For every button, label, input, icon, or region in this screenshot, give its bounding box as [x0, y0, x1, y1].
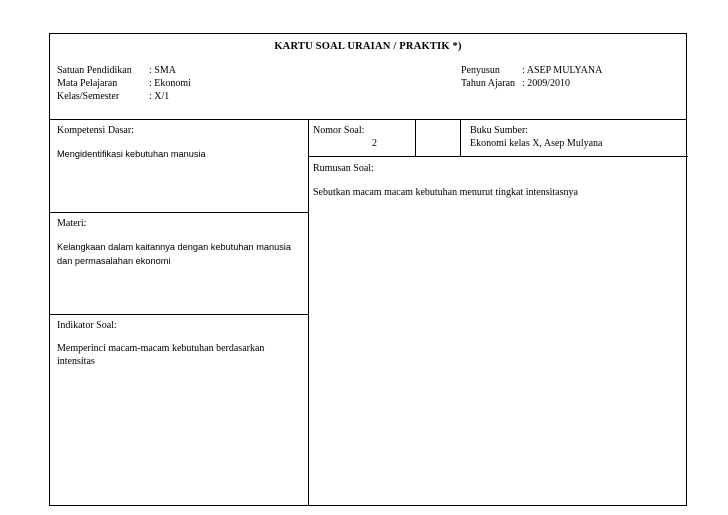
indikator-divider	[50, 314, 309, 315]
kompetensi-text: Mengidentifikasi kebutuhan manusia	[57, 149, 206, 159]
rumusan-soal-label: Rumusan Soal:	[313, 163, 374, 174]
number-box-right	[460, 119, 461, 156]
label-mata-pelajaran: Mata Pelajaran	[57, 78, 118, 89]
value-mata-pelajaran: : Ekonomi	[149, 78, 191, 89]
question-card	[49, 33, 687, 506]
buku-sumber-label: Buku Sumber:	[470, 125, 529, 136]
value-penyusun: : ASEP MULYANA	[522, 65, 603, 76]
materi-label: Materi:	[57, 218, 87, 229]
indikator-label: Indikator Soal:	[57, 320, 117, 331]
kompetensi-label: Kompetensi Dasar:	[57, 125, 134, 136]
label-tahun-ajaran: Tahun Ajaran	[461, 78, 516, 89]
materi-text-line1: Kelangkaan dalam kaitannya dengan kebutuhan manusia	[57, 242, 291, 252]
grid-column-divider	[308, 119, 309, 506]
label-kelas-semester: Kelas/Semester	[57, 91, 120, 102]
materi-text-line2: dan permasalahan ekonomi	[57, 256, 171, 266]
number-box-left	[415, 119, 416, 156]
nomor-soal-value: 2	[372, 138, 377, 149]
value-kelas-semester: : X/1	[149, 91, 170, 102]
rumusan-divider	[308, 156, 688, 157]
nomor-soal-label: Nomor Soal:	[313, 125, 365, 136]
card-title: KARTU SOAL URAIAN / PRAKTIK *)	[274, 41, 462, 52]
indikator-text-line2: intensitas	[57, 356, 95, 367]
label-penyusun: Penyusun	[461, 65, 500, 76]
value-tahun-ajaran: : 2009/2010	[522, 78, 571, 89]
grid-top-divider	[50, 119, 686, 120]
label-satuan-pendidikan: Satuan Pendidikan	[57, 65, 132, 76]
materi-divider	[50, 212, 309, 213]
indikator-text-line1: Memperinci macam-macam kebutuhan berdasarkan	[57, 343, 265, 354]
rumusan-soal-text: Sebutkan macam macam kebutuhan menurut tingkat intensitasnya	[313, 187, 578, 198]
value-satuan-pendidikan: : SMA	[149, 65, 176, 76]
buku-sumber-value: Ekonomi kelas X, Asep Mulyana	[470, 138, 603, 149]
